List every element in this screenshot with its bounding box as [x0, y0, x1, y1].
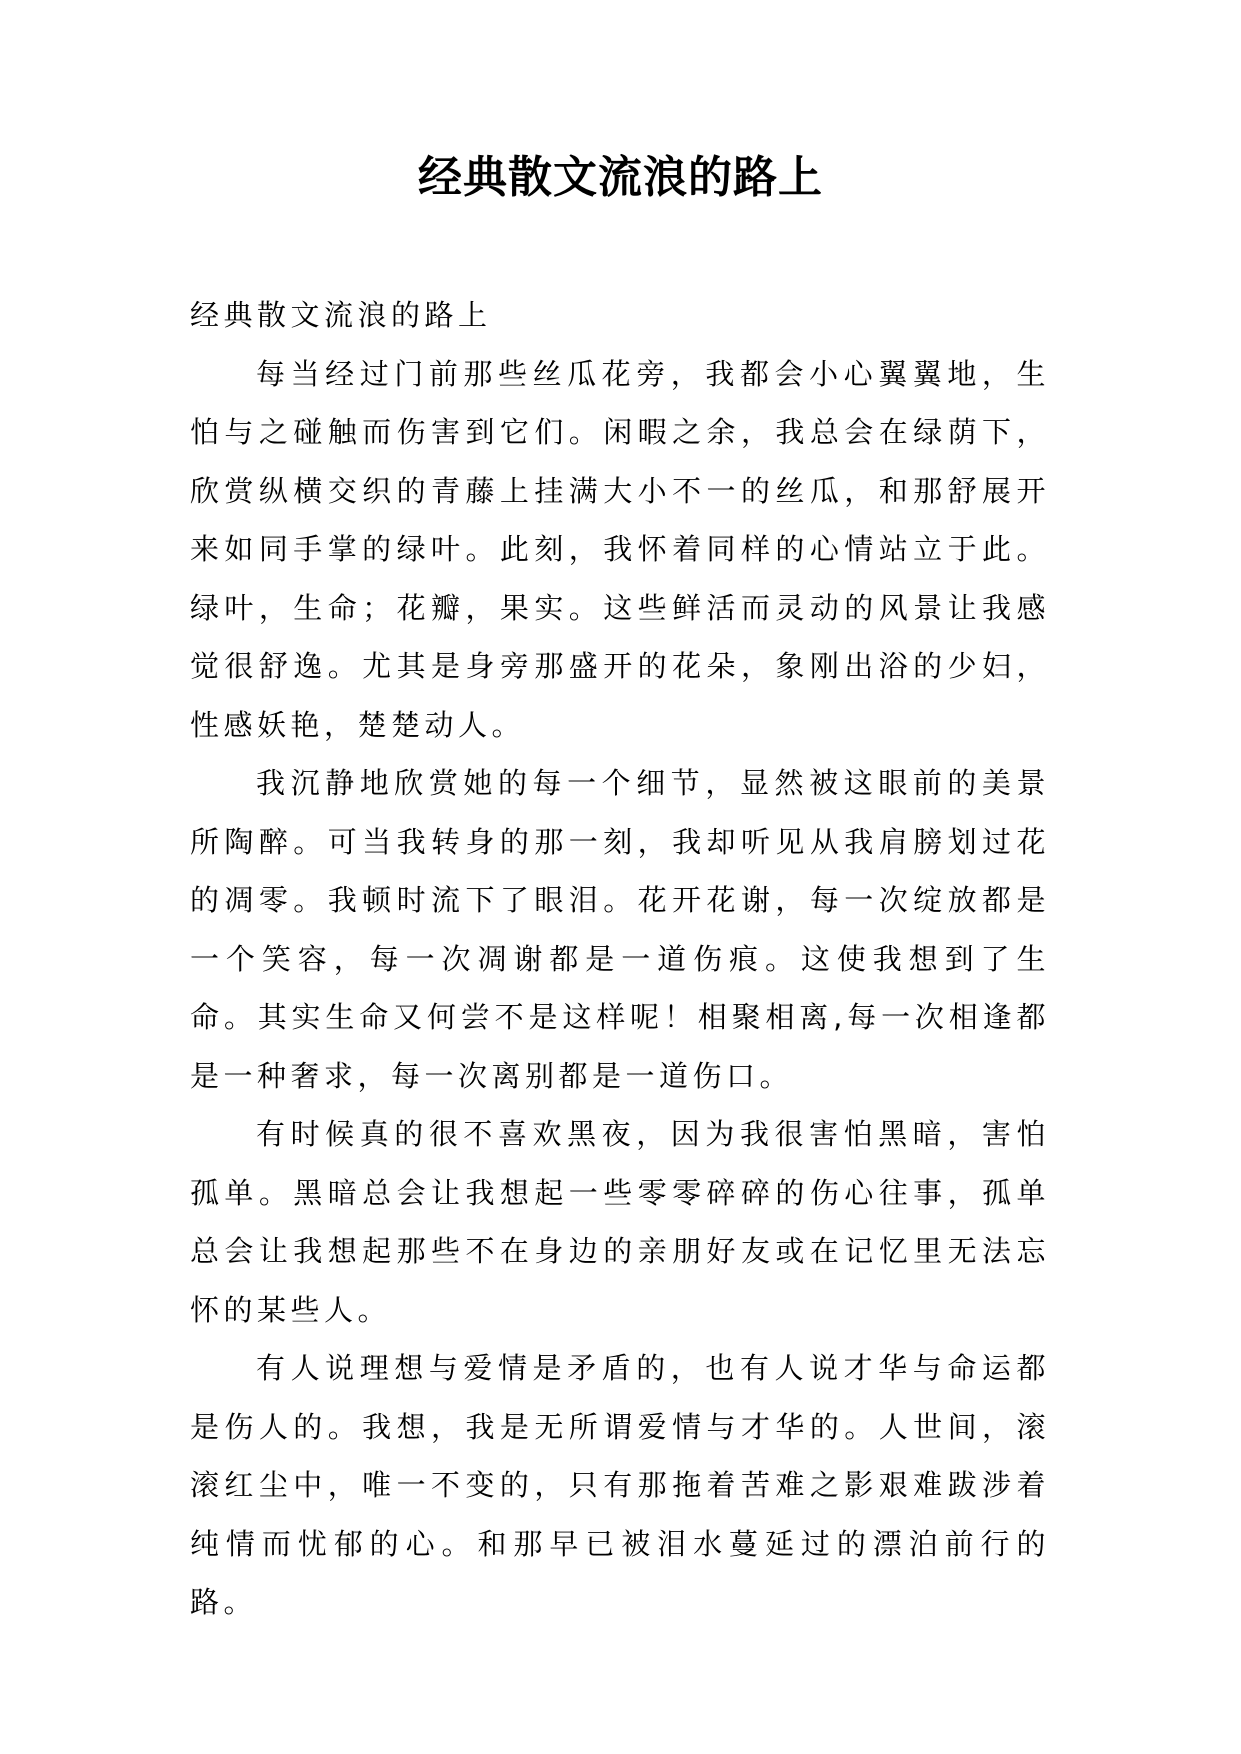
paragraph-2: 我沉静地欣赏她的每一个细节，显然被这眼前的美景所陶醉。可当我转身的那一刻，我却听见从我肩膀划过花的凋零。我顿时流下了眼泪。花开花谢，每一次绽放都是一个笑容，每一次凋谢都是一道伤痕。这使我想到了生命。其实生命又何尝不是这样呢！相聚相离,每一次相逢都是一种奢求，每一次离别都是一道伤口。 [190, 766, 1050, 1093]
document-body [190, 286, 1050, 1632]
body-heading: 经典散文流浪的路上 [190, 298, 492, 332]
paragraph-1: 每当经过门前那些丝瓜花旁，我都会小心翼翼地，生怕与之碰触而伤害到它们。闲暇之余，我总会在绿荫下，欣赏纵横交织的青藤上挂满大小不一的丝瓜，和那舒展开来如同手掌的绿叶。此刻，我怀着同样的心情站立于此。绿叶，生命；花瓣，果实。这些鲜活而灵动的风景让我感觉很舒逸。尤其是身旁那盛开的花朵，象刚出浴的少妇，性感妖艳，楚楚动人。 [190, 356, 1050, 742]
paragraph-4: 有人说理想与爱情是矛盾的，也有人说才华与命运都是伤人的。我想，我是无所谓爱情与才华的。人世间，滚滚红尘中，唯一不变的，只有那拖着苦难之影艰难跋涉着纯情而忧郁的心。和那早已被泪水蔓延过的漂泊前行的路。 [190, 1351, 1050, 1619]
paragraph-3: 有时候真的很不喜欢黑夜，因为我很害怕黑暗，害怕孤单。黑暗总会让我想起一些零零碎碎的伤心往事，孤单总会让我想起那些不在身边的亲朋好友或在记忆里无法忘怀的某些人。 [190, 1117, 1050, 1327]
document-title: 经典散文流浪的路上 [418, 152, 823, 203]
